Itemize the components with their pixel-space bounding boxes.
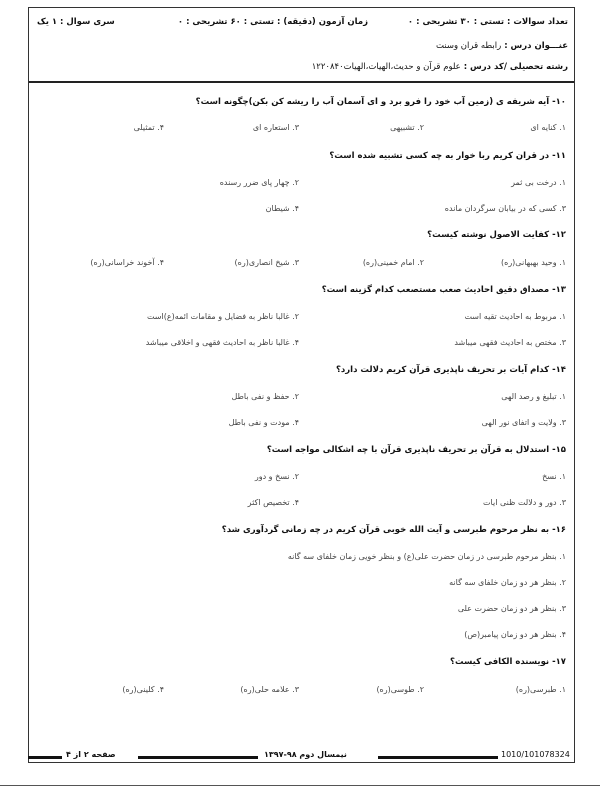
course-title-label: عنـــوان درس : — [504, 41, 568, 51]
question-series: سری سوال : ۱ یک — [37, 17, 115, 27]
option[interactable]: ۳. شیخ انصاری(ره) — [234, 258, 299, 267]
question-12: ۱۲- کفایت الاصول نوشته کیست؟ — [427, 230, 566, 240]
num-questions: تعداد سوالات : تستی : ۳۰ تشریحی : ۰ — [407, 17, 568, 27]
option[interactable]: ۴. تمثیلی — [133, 123, 164, 132]
option[interactable]: ۱. وحید بهبهانی(ره) — [501, 258, 566, 267]
option[interactable]: ۱. نسخ — [542, 472, 566, 481]
option[interactable]: ۳. کسی که در بیابان سرگردان مانده — [444, 204, 566, 213]
header-row-2 — [37, 41, 568, 51]
option[interactable]: ۲. چهار پای ضرر رسنده — [219, 178, 299, 187]
option[interactable]: ۳. علامه حلی(ره) — [240, 685, 299, 694]
option[interactable]: ۲. نسخ و دور — [254, 472, 299, 481]
option[interactable]: ۲. حفظ و نفی باطل — [231, 392, 299, 401]
option[interactable]: ۱. تبلیغ و رصد الهی — [501, 392, 566, 401]
option[interactable]: ۴. غالبا ناظر به احادیث فقهی و اخلاقی میباشد — [145, 338, 299, 347]
question-15: ۱۵- استدلال به قرآن بر تحریف ناپذیری قرآن با چه اشکالی مواجه است؟ — [266, 445, 566, 455]
option[interactable]: ۱. طبرسی(ره) — [515, 685, 566, 694]
option[interactable]: ۲. غالبا ناظر به فضایل و مقامات ائمه(ع)است — [146, 312, 299, 321]
field-label: رشته تحصیلی /کد درس : — [463, 62, 568, 72]
footer-divider — [138, 756, 258, 759]
option[interactable]: ۲. طوسی(ره) — [376, 685, 424, 694]
question-14: ۱۴- کدام آیات بر تحریف ناپذیری قرآن کریم دلالت دارد؟ — [336, 365, 566, 375]
option[interactable]: ۲. امام خمینی(ره) — [362, 258, 424, 267]
option[interactable]: ۲. بنظر هر دو زمان خلفای سه گانه — [449, 578, 566, 587]
option[interactable]: ۴. مودت و نفی باطل — [228, 418, 299, 427]
exam-sheet — [28, 7, 575, 763]
option[interactable]: ۳. استعاره ای — [252, 123, 299, 132]
option[interactable]: ۳. دور و دلالت ظنی ایات — [483, 498, 566, 507]
header-row-3 — [37, 62, 568, 72]
option[interactable]: ۳. بنظر هر دو زمان حضرت علی — [457, 604, 566, 613]
option[interactable]: ۲. تشبیهی — [390, 123, 424, 132]
option[interactable]: ۴. آخوند خراسانی(ره) — [90, 258, 164, 267]
option[interactable]: ۱. درخت بی ثمر — [511, 178, 566, 187]
footer-divider — [378, 756, 498, 759]
question-11: ۱۱- در قران کریم ربا خوار به چه کسی تشبیه شده است؟ — [329, 151, 566, 161]
exam-time: زمان آزمون (دقیقه) : تستی : ۶۰ تشریحی : ۰ — [177, 17, 368, 27]
page-footer — [28, 750, 575, 766]
question-13: ۱۳- مصداق دقیق احادیث صعب مستصعب کدام گزینه است؟ — [321, 285, 566, 295]
question-10: ۱۰- آیه شریفه ی (زمین آب خود را فرو برد و ای آسمان آب را ریشه کن بکن)چگونه است؟ — [195, 97, 566, 107]
option[interactable]: ۳. مختص به احادیث فقهی میباشد — [454, 338, 566, 347]
option[interactable]: ۳. ولایت و اتفای نور الهی — [481, 418, 566, 427]
option[interactable]: ۴. کلینی(ره) — [122, 685, 164, 694]
question-16: ۱۶- به نظر مرحوم طبرسی و آیت الله خوبی قرآن کریم در چه زمانی گردآوری شد؟ — [221, 525, 566, 535]
page-number: صفحه ۲ از ۴ — [66, 750, 116, 759]
document-code: 1010/101078324 — [501, 750, 570, 759]
course-title: رابطه قران وسنت — [435, 41, 502, 51]
option[interactable]: ۴. شیطان — [265, 204, 299, 213]
field-value: علوم قرآن و حدیث،الهیات،الهیات۱۲۲۰۸۴۰ — [311, 62, 461, 72]
question-17: ۱۷- نویسنده الکافی کیست؟ — [450, 657, 566, 667]
footer-divider — [28, 756, 62, 759]
option[interactable]: ۴. تخصیص اکثر — [247, 498, 299, 507]
exam-header — [29, 8, 574, 83]
option[interactable]: ۴. بنظر هر دو زمان پیامبر(ص) — [464, 630, 566, 639]
bottom-rule — [0, 785, 600, 786]
option[interactable]: ۱. بنظر مرحوم طبرسی در زمان حضرت علی(ع) و بنظر خویی زمان خلفای سه گانه — [287, 552, 566, 561]
option[interactable]: ۱. کنایه ای — [530, 123, 566, 132]
semester: نیمسال دوم ۹۸-۱۳۹۷ — [264, 750, 347, 759]
option[interactable]: ۱. مربوط به احادیث تقیه است — [464, 312, 566, 321]
